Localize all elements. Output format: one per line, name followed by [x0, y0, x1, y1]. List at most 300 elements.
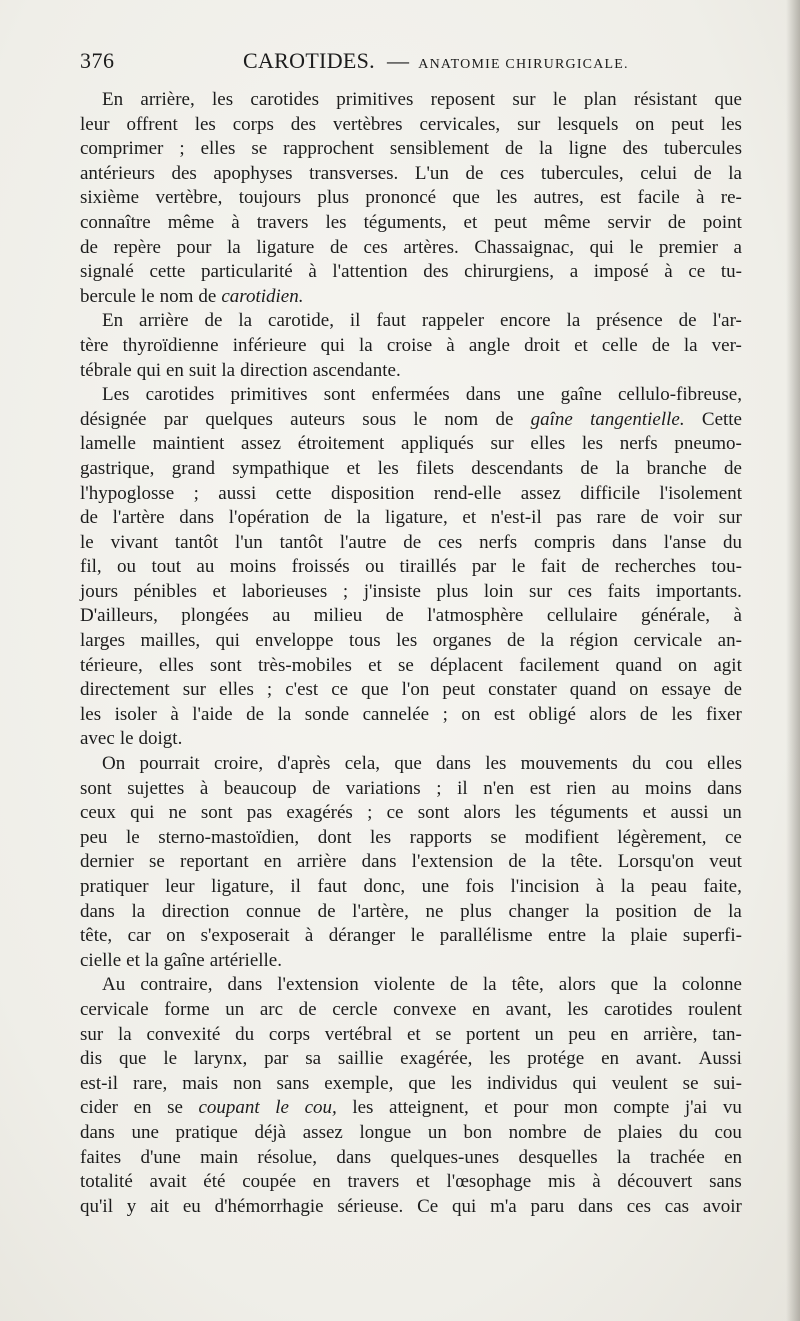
word: la: [566, 310, 581, 332]
word: sont: [323, 384, 356, 406]
word: sans: [276, 1072, 310, 1094]
word: légèrement,: [617, 826, 707, 848]
word: vivant: [110, 531, 159, 553]
word: se: [251, 138, 268, 160]
word: les: [325, 211, 347, 233]
word: prononcé: [365, 187, 437, 209]
word: térieure,: [80, 654, 143, 676]
word: sur: [182, 679, 206, 701]
word: sérieuse.: [337, 1195, 404, 1217]
word: faite,: [703, 876, 742, 897]
word: an-: [717, 630, 742, 652]
word: sur: [528, 580, 553, 602]
word: découvert: [617, 1171, 693, 1193]
word: à: [592, 1171, 601, 1193]
word: pour: [513, 1097, 549, 1119]
word: plus: [317, 187, 350, 209]
word: rare,: [132, 1072, 168, 1094]
word: en: [601, 1048, 619, 1070]
word: cette: [275, 482, 312, 504]
word: isoler: [114, 703, 157, 725]
word: colonne: [681, 974, 742, 996]
word: ces: [438, 531, 463, 553]
word: et: [462, 507, 477, 529]
word: atteignent,: [389, 1097, 469, 1119]
word: organes: [432, 630, 492, 652]
word: se: [682, 1072, 699, 1094]
chapter-title: CAROTIDES.: [243, 48, 375, 73]
word: ligature,: [384, 507, 448, 529]
word: et: [346, 457, 361, 479]
word: cannelée: [362, 703, 430, 725]
word: des: [622, 138, 648, 160]
word: faits: [607, 580, 641, 602]
word: enveloppe: [255, 630, 334, 652]
word: le: [552, 89, 567, 110]
word: fixer: [705, 703, 742, 725]
word: assez: [302, 1121, 343, 1143]
word: les: [80, 703, 102, 725]
word: qui: [452, 1195, 477, 1217]
word: On: [102, 753, 126, 775]
word: chirurgiens,: [464, 261, 555, 283]
word: tête,: [511, 974, 544, 996]
word: arrière,: [643, 1023, 698, 1045]
word: milieu: [313, 605, 363, 627]
word: Chassaignac,: [474, 236, 575, 258]
word: ces: [626, 1195, 651, 1217]
word: qu'il: [80, 1195, 113, 1217]
word: sans: [709, 1171, 742, 1193]
word: de: [639, 703, 658, 725]
word: carotides: [250, 89, 319, 110]
word: position: [615, 900, 677, 922]
word: les: [377, 457, 399, 479]
word: la: [540, 630, 555, 652]
word: ligature,: [211, 876, 274, 897]
word: L'un: [414, 162, 449, 184]
word: les: [671, 703, 693, 725]
word: sensiblement: [389, 138, 490, 160]
word: sa: [305, 1048, 322, 1070]
word: constater: [488, 679, 557, 701]
word: tantôt: [174, 531, 219, 553]
word: le: [125, 826, 140, 848]
text-line: [80, 334, 742, 359]
word: de: [80, 507, 98, 529]
text-line: [80, 875, 742, 900]
word: non: [233, 1072, 262, 1094]
word: la: [615, 457, 630, 479]
word: variations: [345, 777, 421, 799]
word: plaie: [630, 925, 668, 947]
text-line: [80, 654, 742, 679]
word: que: [394, 753, 422, 775]
word: sympathique: [232, 457, 330, 479]
word: n'est-il: [490, 507, 542, 529]
word: de: [403, 531, 422, 553]
word: de: [693, 162, 712, 184]
word: peut: [442, 679, 476, 701]
word: est: [529, 777, 551, 799]
word: eu: [182, 1195, 201, 1217]
word: des: [171, 162, 197, 184]
word: main: [200, 1146, 239, 1168]
word: déplacent: [430, 654, 503, 676]
word: se: [398, 654, 414, 676]
word: pénibles: [133, 580, 197, 602]
word: du: [235, 1023, 255, 1045]
word: l'œsophage: [446, 1171, 532, 1193]
word: qui: [130, 802, 155, 824]
word: ceux: [80, 802, 116, 824]
word: rare: [596, 507, 626, 529]
word: ver-: [711, 334, 742, 356]
word: la: [227, 236, 241, 258]
word: servir: [607, 211, 651, 233]
word: premier: [658, 236, 718, 258]
word: l'attention: [332, 261, 408, 283]
word: dont: [317, 826, 352, 848]
word: et: [463, 211, 478, 233]
word: de: [667, 211, 686, 233]
word: les: [352, 1097, 374, 1119]
word: dans: [336, 1146, 372, 1168]
word: au: [611, 777, 630, 799]
word: n'en: [483, 777, 515, 799]
word: tous: [348, 630, 381, 652]
word: un: [722, 802, 742, 824]
word: rend-elle: [433, 482, 502, 504]
word: tou-: [711, 556, 742, 578]
word: de: [651, 334, 670, 356]
word: téguments: [550, 802, 629, 824]
word: de: [312, 777, 331, 799]
word: violente: [373, 974, 435, 996]
word: Lorsqu'on: [617, 851, 695, 873]
word: suit: [188, 359, 217, 381]
word: facile: [637, 187, 680, 209]
word: de: [329, 236, 348, 258]
word: vu: [722, 1097, 742, 1119]
word: que: [452, 187, 480, 209]
word: est: [493, 703, 515, 725]
word: celle: [601, 334, 638, 356]
word: de: [724, 457, 742, 479]
word: qui: [572, 1072, 597, 1094]
title-dash: —: [386, 48, 410, 73]
word: le: [275, 1097, 289, 1119]
word: point: [702, 211, 742, 233]
word: thyroïdienne: [122, 334, 219, 356]
word: imposé: [593, 261, 649, 283]
word: cou: [665, 753, 693, 775]
word: l'atmosphère: [427, 605, 524, 627]
word: veulent: [611, 1072, 668, 1094]
word: dernier: [80, 851, 134, 873]
word: l'hypoglosse: [80, 482, 175, 504]
word: d'après: [277, 753, 331, 775]
word: peu: [80, 826, 108, 848]
word: froissés: [291, 556, 350, 578]
word: de: [581, 556, 600, 578]
word: la: [482, 974, 497, 996]
word: signalé: [80, 261, 134, 283]
word: le: [410, 925, 425, 947]
word: en: [610, 1023, 629, 1045]
word: les: [496, 187, 518, 209]
word: sur: [80, 1023, 104, 1045]
word: droit: [524, 334, 560, 356]
word: de: [678, 310, 697, 332]
word: corps: [232, 113, 274, 135]
word: donc,: [363, 876, 406, 897]
word: angle: [468, 334, 510, 356]
word: repère: [113, 236, 161, 258]
word: à: [199, 777, 209, 799]
word: les: [485, 753, 507, 775]
text-line: [80, 900, 742, 925]
word: par: [471, 556, 497, 578]
word: la: [728, 162, 742, 184]
word: auteurs: [290, 408, 346, 430]
word: celui: [640, 162, 678, 184]
text-line: [80, 1072, 742, 1097]
word: de: [580, 457, 599, 479]
text-line: [80, 777, 742, 802]
word: l'opération: [228, 507, 310, 529]
word: et: [406, 1023, 421, 1045]
word: rapprochent: [283, 138, 374, 160]
word: qui: [589, 236, 614, 258]
word: de: [317, 900, 336, 922]
word: plaies: [617, 1121, 663, 1143]
word: aussi: [218, 482, 257, 504]
word: ;: [436, 777, 442, 799]
word: cela,: [344, 753, 381, 775]
word: parallélisme: [439, 925, 533, 947]
word: peau: [651, 876, 687, 897]
word: à: [170, 703, 179, 725]
word: comprimer: [80, 138, 164, 160]
word: faites: [80, 1146, 122, 1168]
word: à: [446, 334, 455, 356]
word: connue: [246, 900, 301, 922]
word: fil,: [80, 556, 102, 578]
word: quelques-unes: [390, 1146, 500, 1168]
word: grand: [171, 457, 215, 479]
word: pneumo-: [674, 433, 742, 455]
word: pratique: [175, 1121, 238, 1143]
word: l'extension: [411, 851, 494, 873]
word: cas: [664, 1195, 690, 1217]
word: roulent: [688, 998, 742, 1020]
word: à: [696, 187, 705, 209]
word: difficile: [580, 482, 640, 504]
word: c'est: [285, 679, 319, 701]
word: obligé: [528, 703, 576, 725]
word: fois: [465, 876, 495, 897]
word: l'aide: [192, 703, 233, 725]
word: plan: [583, 89, 617, 110]
page-number: 376: [80, 48, 115, 73]
word: carotidien.: [221, 285, 304, 307]
word: re-: [720, 187, 742, 209]
word: la: [277, 703, 292, 725]
word: Cette: [701, 408, 742, 430]
word: ligne: [568, 138, 607, 160]
word: avait: [149, 1171, 187, 1193]
text-line: [80, 260, 742, 285]
word: la: [653, 974, 667, 996]
word: ait: [150, 1195, 170, 1217]
word: filets: [416, 457, 455, 479]
word: cellulo-fibreuse,: [618, 384, 742, 406]
word: faut: [376, 310, 406, 332]
word: du: [632, 753, 652, 775]
word: encore: [499, 310, 551, 332]
word: fait: [540, 556, 567, 578]
word: été: [203, 1171, 226, 1193]
word: gaîne: [530, 408, 573, 430]
word: nerfs: [479, 531, 518, 553]
word: essaye: [661, 679, 711, 701]
body-text: [80, 88, 742, 1219]
word: carotides: [145, 384, 215, 406]
word: En: [102, 310, 124, 332]
word: déranger: [328, 925, 396, 947]
word: alors: [558, 974, 596, 996]
word: arrière: [139, 310, 189, 332]
word: l'artère,: [352, 900, 409, 922]
word: saillie: [337, 1048, 384, 1070]
word: forme: [164, 998, 210, 1020]
word: protége: [527, 1048, 585, 1070]
word: a: [733, 236, 742, 258]
word: que: [408, 1072, 436, 1094]
word: assez: [520, 482, 561, 504]
word: en: [133, 1097, 152, 1119]
word: la: [541, 851, 556, 873]
word: plongées: [181, 605, 249, 627]
word: cette: [149, 261, 186, 283]
word: on: [678, 654, 698, 676]
word: En: [102, 89, 124, 110]
word: entre: [548, 925, 587, 947]
word: dans: [436, 753, 471, 775]
word: quelques: [205, 408, 273, 430]
word: desquelles: [518, 1146, 598, 1168]
text-line: [80, 186, 742, 211]
text-line: [80, 924, 742, 949]
word: en: [312, 1171, 331, 1193]
word: de: [449, 974, 468, 996]
word: inférieure: [232, 334, 307, 356]
word: direction: [161, 900, 230, 922]
text-line: [80, 555, 742, 580]
text-line: [80, 309, 742, 334]
word: D'ailleurs,: [80, 605, 158, 627]
word: cou: [714, 1121, 742, 1143]
word: car: [127, 925, 151, 947]
word: se: [435, 1023, 452, 1045]
word: bercule: [80, 285, 136, 307]
word: sont: [417, 802, 450, 824]
word: tu-: [720, 261, 742, 283]
word: les: [396, 630, 418, 652]
word: de: [80, 236, 98, 258]
word: Les: [102, 384, 130, 406]
word: cellulaire: [546, 605, 618, 627]
word: une: [131, 1121, 159, 1143]
word: sont: [210, 654, 242, 676]
word: les: [370, 826, 392, 848]
text-line: [80, 113, 742, 138]
word: quand: [615, 654, 662, 676]
word: la: [601, 925, 616, 947]
word: que: [361, 679, 389, 701]
word: bon: [463, 1121, 492, 1143]
word: tantôt: [279, 531, 323, 553]
word: faut: [317, 876, 347, 897]
word: ligature: [256, 236, 315, 258]
word: un: [427, 1121, 447, 1143]
word: du: [678, 1121, 698, 1143]
word: il: [457, 777, 468, 799]
word: la: [585, 900, 599, 922]
word: en: [165, 359, 184, 381]
word: la: [117, 1023, 132, 1045]
word: rien: [566, 777, 596, 799]
word: résolue,: [257, 1146, 318, 1168]
word: est-il: [80, 1072, 118, 1094]
word: que: [610, 974, 639, 996]
text-line: [80, 432, 742, 457]
word: pour: [176, 236, 212, 258]
word: les: [581, 433, 604, 455]
word: dans: [80, 1121, 115, 1143]
word: appliqués: [401, 433, 474, 455]
text-line: [80, 604, 742, 629]
word: exagérée,: [400, 1048, 473, 1070]
word: de: [505, 138, 523, 160]
word: cou,: [304, 1097, 337, 1119]
text-line: [80, 1023, 742, 1048]
word: branche: [646, 457, 707, 479]
text-line: [80, 973, 742, 998]
word: travers: [347, 1171, 400, 1193]
word: elles: [530, 433, 566, 455]
word: de: [693, 900, 712, 922]
word: facilement: [519, 654, 600, 676]
word: l'on: [401, 679, 430, 701]
word: tête.: [570, 851, 603, 873]
word: cervicale: [80, 998, 149, 1020]
word: le: [511, 556, 526, 578]
word: elles: [219, 679, 254, 701]
word: pratiquer: [80, 876, 149, 897]
word: descendants: [471, 457, 564, 479]
word: l'incision: [510, 876, 580, 897]
word: ce: [386, 802, 404, 824]
word: coupant: [198, 1097, 260, 1119]
text-line: [80, 1047, 742, 1072]
word: jours: [80, 580, 118, 602]
word: croise: [386, 334, 433, 356]
word: se: [490, 826, 507, 848]
word: un: [534, 1023, 554, 1045]
word: sujettes: [127, 777, 185, 799]
